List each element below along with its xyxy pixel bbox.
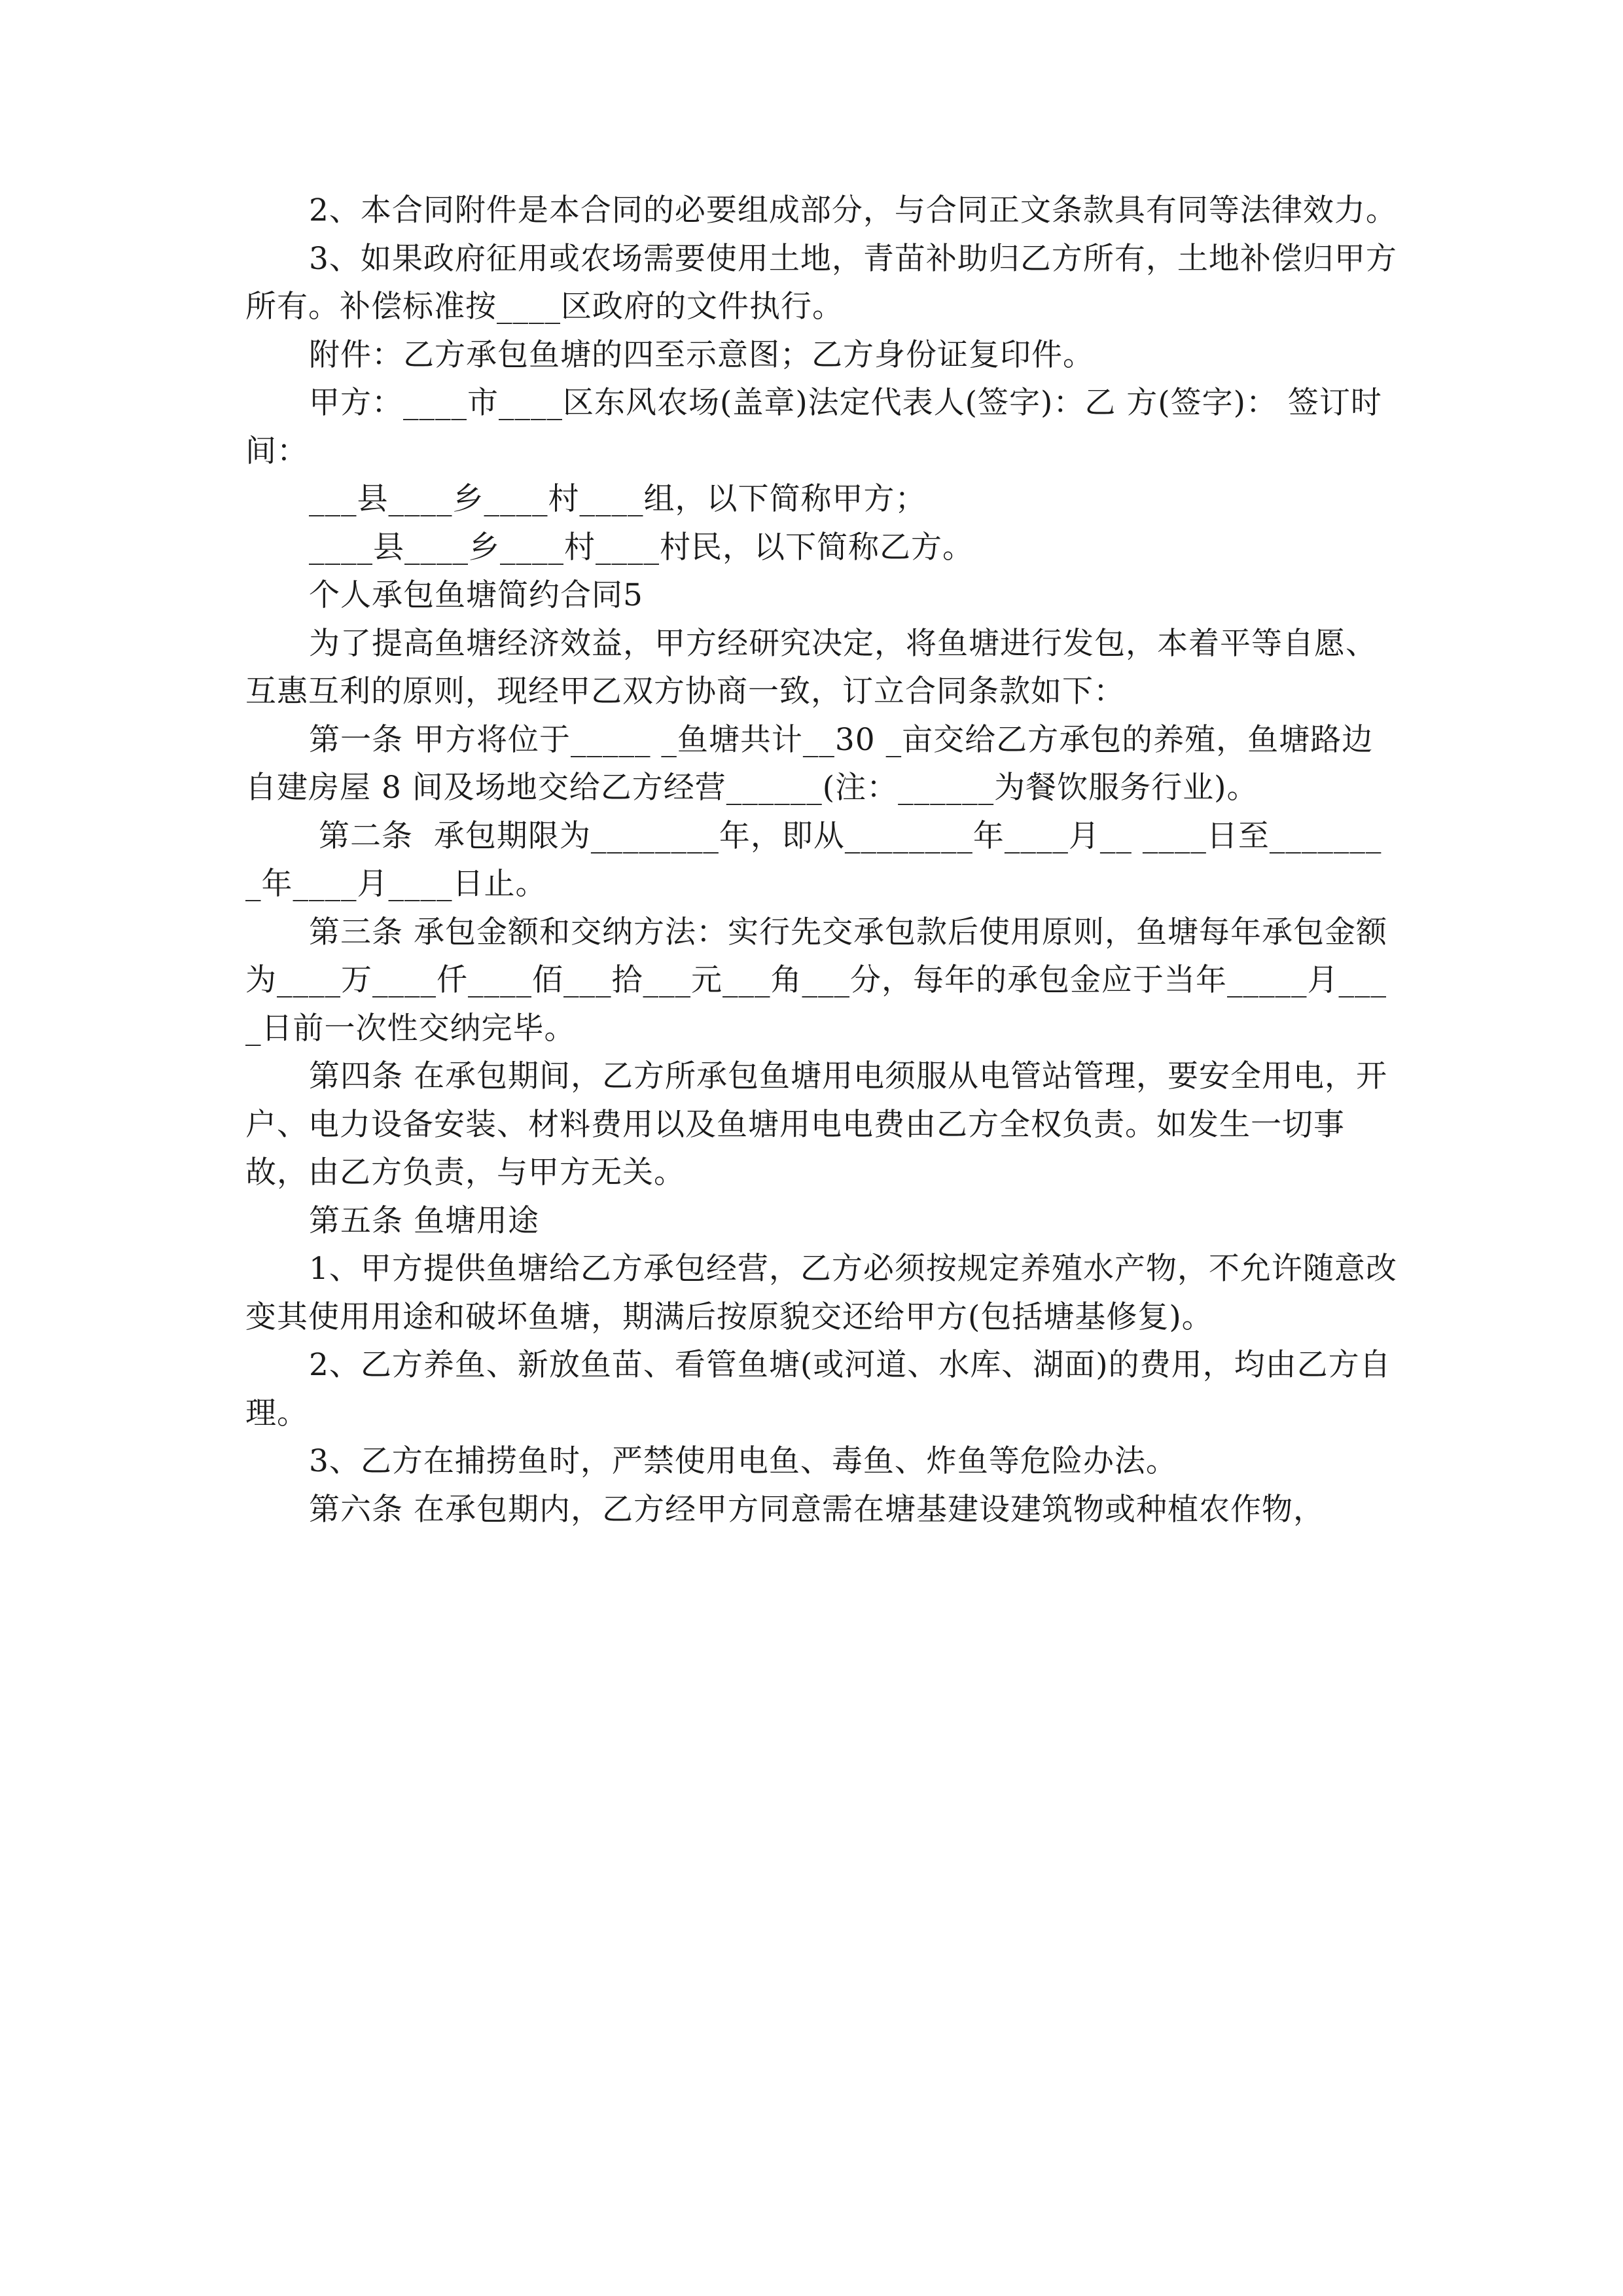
article-4: 第四条 在承包期间，乙方所承包鱼塘用电须服从电管站管理，要安全用电，开户、电力设备安装、材料费用以及鱼塘用电电费由乙方全权负责。如发生一切事故，由乙方负责，与甲方无关。 <box>245 1058 1387 1191</box>
paragraph-party-a: ___县____乡____村____组，以下简称甲方； <box>309 481 927 517</box>
paragraph-party-b: ____县____乡____村____村民，以下简称乙方。 <box>309 529 974 565</box>
article-5-item-2: 2、乙方养鱼、新放鱼苗、看管鱼塘(或河道、水库、湖面)的费用，均由乙方自理。 <box>245 1347 1391 1431</box>
article-5-item-1: 1、甲方提供鱼塘给乙方承包经营，乙方必须按规定养殖水产物，不允许随意改变其使用用途和破坏鱼塘，期满后按原貌交还给甲方(包括塘基修复)。 <box>245 1251 1397 1335</box>
article-6: 第六条 在承包期内，乙方经甲方同意需在塘基建设建筑物或种植农作物， <box>309 1491 1325 1528</box>
article-5-heading: 第五条 鱼塘用途 <box>309 1202 539 1239</box>
paragraph-attachments: 附件：乙方承包鱼塘的四至示意图；乙方身份证复印件。 <box>309 336 1094 373</box>
paragraph-signatures: 甲方：____市____区东风农场(盖章)法定代表人(签字)：乙 方(签字)： 签订时间： <box>245 385 1382 469</box>
document-body <box>245 187 1397 1534</box>
paragraph-clause-2: 2、本合同附件是本合同的必要组成部分，与合同正文条款具有同等法律效力。 <box>309 192 1397 228</box>
article-2: 第二条 承包期限为________年，即从________年____月__ ____日至________年____月____日止。 <box>245 817 1382 902</box>
paragraph-clause-3: 3、如果政府征用或农场需要使用土地，青苗补助归乙方所有，土地补偿归甲方所有。补偿标准按____区政府的文件执行。 <box>245 240 1397 325</box>
article-1: 第一条 甲方将位于_____ _鱼塘共计__30 _亩交给乙方承包的养殖，鱼塘路边自建房屋 8 间及场地交给乙方经营______(注：______为餐饮服务行业)。 <box>245 721 1374 806</box>
section-heading: 个人承包鱼塘简约合同5 <box>309 577 643 613</box>
article-3: 第三条 承包金额和交纳方法：实行先交承包款后使用原则，鱼塘每年承包金额为____万____仟____佰___拾___元___角___分，每年的承包金应于当年_____月____日前一次性交纳完毕。 <box>245 914 1387 1047</box>
article-5-item-3: 3、乙方在捕捞鱼时，严禁使用电鱼、毒鱼、炸鱼等危险办法。 <box>309 1443 1177 1479</box>
paragraph-preamble: 为了提高鱼塘经济效益，甲方经研究决定，将鱼塘进行发包，本着平等自愿、互惠互利的原则，现经甲乙双方协商一致，订立合同条款如下： <box>245 625 1377 709</box>
